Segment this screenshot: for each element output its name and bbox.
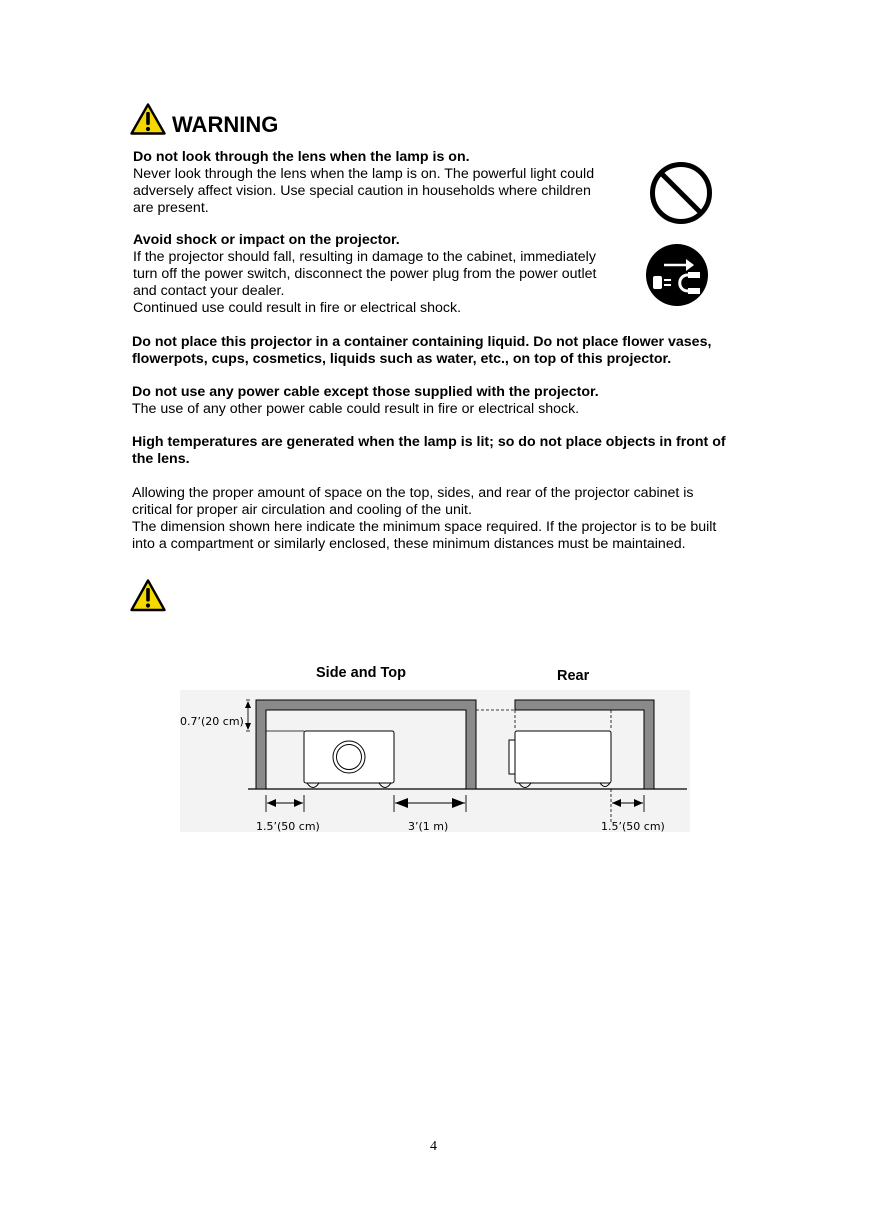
high-temp-line: the lens. bbox=[132, 451, 190, 467]
prohibition-icon bbox=[648, 160, 714, 226]
power-cable-warning bbox=[132, 384, 772, 418]
side-top-label: Side and Top bbox=[316, 665, 406, 681]
clearance-diagram bbox=[180, 690, 690, 832]
rear-label: Rear bbox=[557, 668, 590, 684]
projector-rear-view bbox=[509, 731, 611, 788]
lens-warning-line: Never look through the lens when the lamp is on. The powerful light could bbox=[133, 166, 595, 182]
shock-warning-title: Avoid shock or impact on the projector. bbox=[133, 232, 400, 248]
air-space-line: into a compartment or similarly enclosed, these minimum distances must be maintained. bbox=[132, 536, 686, 552]
power-cable-text: The use of any other power cable could result in fire or electrical shock. bbox=[132, 401, 580, 417]
unplug-icon bbox=[644, 242, 710, 308]
shock-warning-line: turn off the power switch, disconnect the power plug from the power outlet bbox=[133, 266, 597, 282]
lens-warning bbox=[133, 149, 623, 217]
lens-warning-line: are present. bbox=[133, 200, 209, 216]
air-space-notice bbox=[132, 485, 772, 553]
air-space-line: Allowing the proper amount of space on the top, sides, and rear of the projector cabinet is bbox=[132, 485, 694, 501]
page-number: 4 bbox=[430, 1139, 437, 1154]
front-clearance-label: 3’(1 m) bbox=[408, 820, 449, 833]
power-cable-title: Do not use any power cable except those supplied with the projector. bbox=[132, 384, 599, 400]
lens-warning-title: Do not look through the lens when the lamp is on. bbox=[133, 149, 470, 165]
projector-front-view bbox=[304, 731, 394, 788]
side-clearance-label: 1.5’(50 cm) bbox=[256, 820, 320, 833]
rear-clearance-label: 1.5’(50 cm) bbox=[601, 820, 665, 833]
high-temp-warning bbox=[132, 434, 772, 468]
air-space-line: critical for proper air circulation and cooling of the unit. bbox=[132, 502, 472, 518]
shock-warning-line: and contact your dealer. bbox=[133, 283, 285, 299]
shock-warning bbox=[133, 232, 623, 317]
container-notice bbox=[132, 334, 772, 368]
container-notice-line: flowerpots, cups, cosmetics, liquids such as water, etc., on top of this projector. bbox=[132, 351, 672, 367]
air-space-line: The dimension shown here indicate the minimum space required. If the projector is to be built bbox=[132, 519, 717, 535]
warning-triangle-icon bbox=[130, 579, 166, 612]
warning-heading: WARNING bbox=[172, 112, 279, 137]
shock-warning-line: Continued use could result in fire or electrical shock. bbox=[133, 300, 462, 316]
top-clearance-label: 0.7’(20 cm) bbox=[180, 715, 244, 728]
lens-warning-line: adversely affect vision. Use special caution in households where children bbox=[133, 183, 591, 199]
warning-triangle-icon bbox=[130, 103, 166, 135]
shock-warning-line: If the projector should fall, resulting in damage to the cabinet, immediately bbox=[133, 249, 596, 265]
high-temp-line: High temperatures are generated when the lamp is lit; so do not place objects in front of bbox=[132, 434, 726, 450]
container-notice-line: Do not place this projector in a container containing liquid. Do not place flower vases, bbox=[132, 334, 712, 350]
